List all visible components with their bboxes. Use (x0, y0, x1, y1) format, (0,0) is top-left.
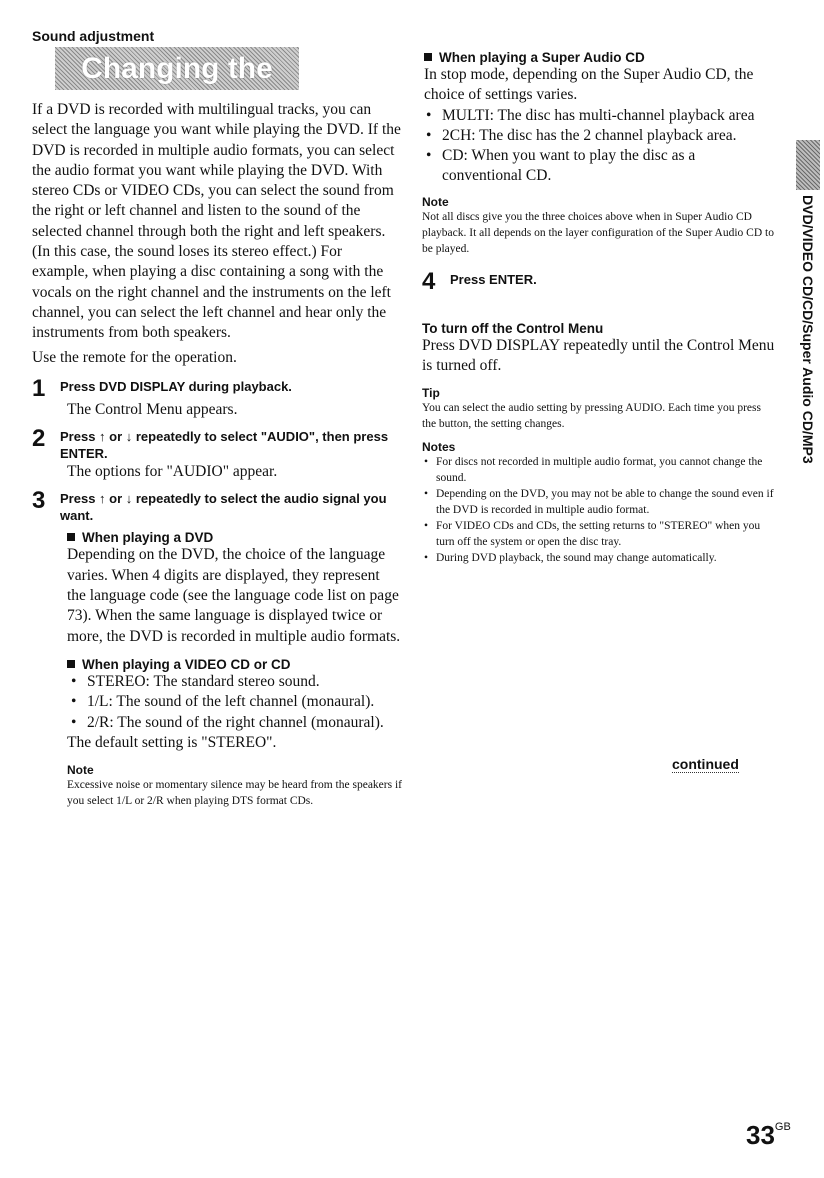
step-text: Press DVD DISPLAY during playback. (60, 378, 292, 394)
notes-heading: Notes (422, 440, 456, 455)
tip-heading: Tip (422, 386, 440, 401)
intro-paragraph: If a DVD is recorded with multilingual tracks, you can select the language you want while playing the DVD. If the DVD is recorded in multiple audio formats, you can select the audio format you want while playing the DVD. With stereo CDs or VIDEO CDs, you can select the sound from the right or left channel and listen to the sound of the selected channel through both the right and left speakers. (In this case, the sound loses its stereo effect.) For example, when playing a disc containing a song with the vocals on the right channel and the instruments on the left channel, you can select the left channel and hear only the instruments from both speakers. (32, 101, 401, 342)
step-text: Press ENTER. (450, 271, 537, 287)
default-setting-text: The default setting is "STEREO". (67, 733, 277, 751)
page-title-banner: Changing the (55, 47, 299, 90)
list-item: • During DVD playback, the sound may change automatically. (422, 550, 777, 566)
right-column (422, 50, 777, 566)
step-4 (422, 267, 777, 295)
side-tab-marker (796, 140, 820, 190)
vcd-options-list (67, 672, 402, 733)
sacd-subheading: When playing a Super Audio CD (422, 50, 777, 65)
list-item: • 2/R: The sound of the right channel (monaural). (67, 713, 402, 733)
sacd-text: In stop mode, depending on the Super Audio CD, the choice of settings varies. (424, 66, 754, 104)
step-number: 2 (32, 425, 46, 453)
list-item: • For VIDEO CDs and CDs, the setting returns to "STEREO" when you turn off the system or open the disc tray. (422, 518, 777, 550)
dvd-subheading: When playing a DVD (67, 530, 402, 545)
notes-list-wrapper (422, 454, 777, 566)
turn-off-heading: To turn off the Control Menu (422, 320, 604, 336)
turn-off-text: Press DVD DISPLAY repeatedly until the Control Menu is turned off. (422, 336, 775, 375)
left-column (32, 100, 402, 809)
list-item: • STEREO: The standard stereo sound. (67, 672, 402, 692)
page-number: $33^{GB}$ (746, 1120, 791, 1150)
step-2-description: The options for "AUDIO" appear. (67, 463, 278, 481)
square-bullet-icon (67, 533, 75, 541)
side-tab-label: DVD/VIDEO CD/CD/Super Audio CD/MP3 (800, 195, 816, 464)
list-item: • 1/L: The sound of the left channel (monaural). (67, 692, 402, 712)
continued-label: continued (672, 756, 739, 772)
step-text: Press ↑ or ↓ repeatedly to select the audio signal you want. (60, 491, 387, 524)
step-3-details (32, 530, 402, 809)
list-item: • CD: When you want to play the disc as a conventional CD. (422, 146, 777, 187)
step-number: 4 (422, 267, 436, 295)
step-number: 1 (32, 374, 46, 402)
square-bullet-icon (424, 53, 432, 61)
list-item: • For discs not recorded in multiple audio format, you cannot change the sound. (422, 454, 777, 486)
note-heading: Note (67, 763, 94, 778)
list-item: • Depending on the DVD, you may not be able to change the sound even if the DVD is recorded in multiple audio format. (422, 486, 777, 518)
note-text: Excessive noise or momentary silence may be heard from the speakers if you select 1/L or 2/R when playing DTS format CDs. (67, 779, 402, 808)
remote-instruction: Use the remote for the operation. (32, 348, 237, 366)
note-text: Not all discs give you the three choices above when in Super Audio CD playback. It all depends on the layer configuration of the Super Audio CD to be played. (422, 210, 774, 255)
step-3 (32, 487, 402, 524)
vcd-subheading: When playing a VIDEO CD or CD (67, 657, 402, 672)
section-label: Sound adjustment (32, 28, 155, 44)
dvd-text: Depending on the DVD, the choice of the language varies. When 4 digits are displayed, they represent the language code (see the language code list on page 73). When the same language is displayed twice or more, the DVD is recorded in multiple audio formats. (67, 546, 401, 645)
list-item: • MULTI: The disc has multi-channel playback area (422, 106, 777, 126)
step-text: Press ↑ or ↓ repeatedly to select "AUDIO", then press ENTER. (60, 429, 389, 462)
step-1 (32, 374, 402, 402)
step-2 (32, 425, 402, 462)
note-heading: Note (422, 194, 449, 209)
sacd-options-list (422, 106, 777, 187)
step-1-description: The Control Menu appears. (67, 400, 238, 418)
tip-text: You can select the audio setting by pressing AUDIO. Each time you press the button, the setting changes. (422, 402, 761, 431)
list-item: • 2CH: The disc has the 2 channel playback area. (422, 126, 777, 146)
square-bullet-icon (67, 660, 75, 668)
notes-list (422, 454, 777, 566)
step-number: 3 (32, 487, 46, 515)
